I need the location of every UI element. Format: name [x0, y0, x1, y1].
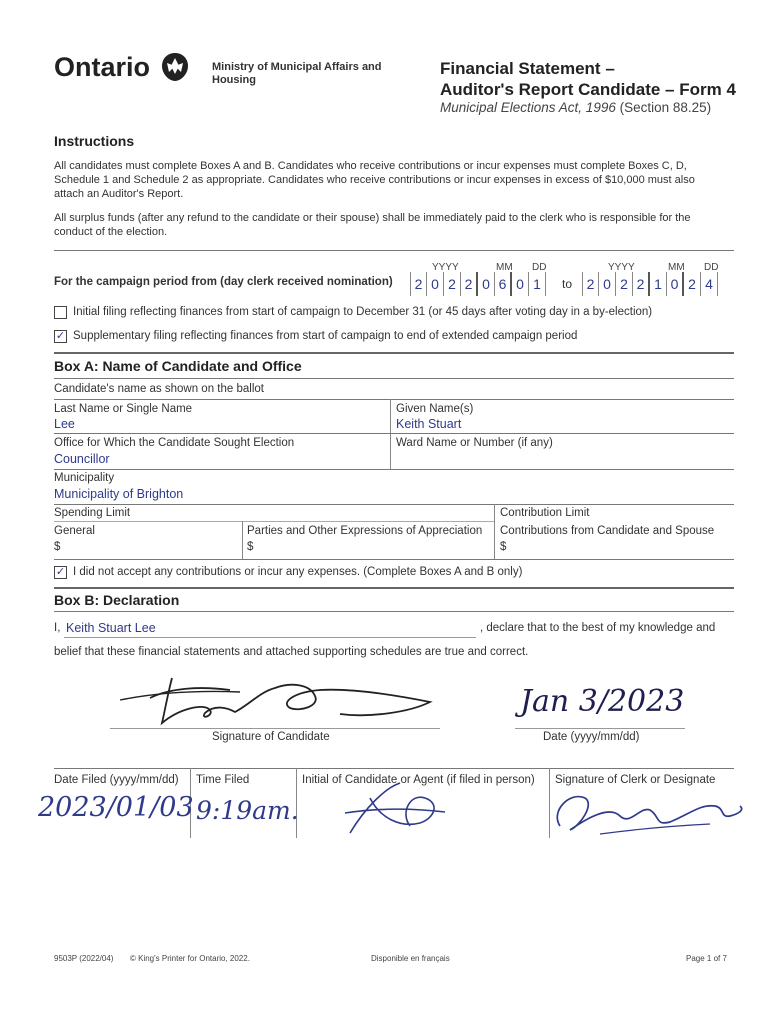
divider [54, 250, 734, 251]
divider [54, 611, 734, 612]
contribution-limit-label: Contribution Limit [500, 507, 590, 519]
declaration-text-2: belief that these financial statements and attached supporting schedules are true and correct. [54, 646, 529, 658]
parties-label: Parties and Other Expressions of Appreciation [247, 525, 483, 537]
time-filed-handwritten: 9:19am. [196, 796, 299, 825]
from-date-digit: 0 [512, 272, 529, 296]
ministry-name: Ministry of Municipal Affairs and Housing [212, 61, 382, 86]
signature-line [110, 728, 440, 729]
from-date-digit: 6 [495, 272, 512, 296]
form-title [440, 58, 750, 100]
act-section: (Section 88.25) [615, 100, 712, 115]
to-mm-header: MM [668, 262, 685, 273]
from-yyyy-header: YYYY [432, 262, 459, 273]
to-date-digit: 1 [650, 272, 667, 296]
last-name-label: Last Name or Single Name [54, 403, 193, 415]
no-contributions-label: I did not accept any contributions or incur any expenses. (Complete Boxes A and B only) [73, 566, 523, 578]
form-title-line2: Auditor's Report Candidate – Form 4 [440, 80, 736, 99]
from-date-digit: 0 [427, 272, 444, 296]
from-date-digit: 0 [478, 272, 495, 296]
no-contributions-checkbox[interactable]: ✓ [55, 566, 66, 578]
column-divider [242, 521, 243, 559]
to-date-digit: 2 [616, 272, 633, 296]
form-code: 9503P (2022/04) [54, 954, 114, 963]
divider [54, 521, 494, 522]
to-date-digit: 0 [667, 272, 684, 296]
declarant-underline [64, 637, 476, 638]
from-date-field[interactable] [410, 272, 546, 296]
from-mm-header: MM [496, 262, 513, 273]
municipality-label: Municipality [54, 472, 115, 484]
initial-filing-checkbox[interactable] [54, 306, 67, 319]
initial-agent-label: Initial of Candidate or Agent (if filed in person) [302, 774, 535, 786]
trillium-logo-icon [160, 52, 190, 82]
to-yyyy-header: YYYY [608, 262, 635, 273]
box-b-top-rule [54, 587, 734, 589]
supplementary-filing-checkbox[interactable]: ✓ [55, 330, 66, 342]
from-dd-header: DD [532, 262, 547, 273]
contrib-candidate-label: Contributions from Candidate and Spouse [500, 525, 715, 537]
parties-field[interactable]: $ [247, 541, 254, 553]
to-date-digit: 2 [684, 272, 701, 296]
clerk-signature [540, 786, 750, 838]
from-date-digit: 1 [529, 272, 546, 296]
instructions-heading: Instructions [54, 133, 135, 149]
page-number: Page 1 of 7 [686, 954, 727, 963]
clerk-signature-label: Signature of Clerk or Designate [555, 774, 716, 786]
office-label: Office for Which the Candidate Sought Election [54, 437, 295, 449]
campaign-period-label: For the campaign period from (day clerk received nomination) [54, 276, 393, 288]
box-a-heading: Box A: Name of Candidate and Office [54, 358, 302, 374]
general-label: General [54, 525, 95, 537]
form-act-reference [440, 100, 711, 115]
divider [54, 504, 734, 505]
date-line [515, 728, 685, 729]
ward-label: Ward Name or Number (if any) [396, 437, 553, 449]
date-filed-handwritten: 2023/01/03 [38, 792, 194, 823]
candidate-name-caption: Candidate's name as shown on the ballot [54, 383, 264, 395]
time-filed-label: Time Filed [196, 774, 250, 786]
given-names-label: Given Name(s) [396, 403, 474, 415]
french-availability: Disponible en français [371, 954, 450, 963]
supplementary-filing-label: Supplementary filing reflecting finances from start of campaign to end of extended campaign period [73, 330, 578, 342]
declaration-date-handwritten: Jan 3/2023 [520, 684, 685, 719]
date-label: Date (yyyy/mm/dd) [543, 731, 640, 743]
divider [54, 378, 734, 379]
instructions-paragraph-2: All surplus funds (after any refund to the candidate or their spouse) shall be immediately paid to the clerk who is responsible for the conduct of the election. [54, 212, 691, 238]
to-dd-header: DD [704, 262, 719, 273]
divider [54, 399, 734, 400]
given-names-field[interactable]: Keith Stuart [396, 417, 462, 431]
act-name: Municipal Elections Act, 1996 [440, 100, 616, 115]
date-filed-label: Date Filed (yyyy/mm/dd) [54, 774, 179, 786]
to-label: to [562, 277, 573, 291]
divider [54, 768, 734, 769]
declaration-text: , declare that to the best of my knowledge and [480, 622, 716, 634]
instructions-paragraph-1: All candidates must complete Boxes A and B. Candidates who receive contributions or incur expenses must complete Boxes C, D, Schedule 1 and Schedule 2 as appropriate. Candidates who receive contributions or incur expenses in excess of $10,000 must also attach an Auditor's Report. [54, 160, 695, 200]
box-a-top-rule [54, 352, 734, 354]
from-date-digit: 2 [444, 272, 461, 296]
declarant-name-field[interactable]: Keith Stuart Lee [66, 621, 156, 635]
divider [54, 469, 734, 470]
column-divider [390, 399, 391, 469]
divider [54, 433, 734, 434]
to-date-digit: 0 [599, 272, 616, 296]
general-field[interactable]: $ [54, 541, 61, 553]
candidate-signature [110, 668, 440, 730]
form-title-line1: Financial Statement – [440, 59, 615, 78]
agent-initial-mark [340, 778, 450, 840]
from-date-digit: 2 [461, 272, 478, 296]
office-field[interactable]: Councillor [54, 452, 110, 466]
initial-filing-label: Initial filing reflecting finances from start of campaign to December 31 (or 45 days after voting day in a by-election) [73, 306, 653, 318]
declaration-i-label: I, [54, 622, 61, 634]
last-name-field[interactable]: Lee [54, 417, 75, 431]
column-divider [494, 504, 495, 559]
from-date-digit: 2 [410, 272, 427, 296]
contrib-field[interactable]: $ [500, 541, 507, 553]
to-date-digit: 2 [582, 272, 599, 296]
to-date-digit: 2 [633, 272, 650, 296]
copyright: © King's Printer for Ontario, 2022. [130, 954, 250, 963]
ontario-logo-text: Ontario [54, 52, 151, 82]
to-date-digit: 4 [701, 272, 718, 296]
to-date-field[interactable] [582, 272, 718, 296]
spending-limit-label: Spending Limit [54, 507, 131, 519]
box-b-heading: Box B: Declaration [54, 592, 180, 608]
municipality-field[interactable]: Municipality of Brighton [54, 487, 184, 501]
divider [54, 559, 734, 560]
signature-label: Signature of Candidate [212, 731, 330, 743]
